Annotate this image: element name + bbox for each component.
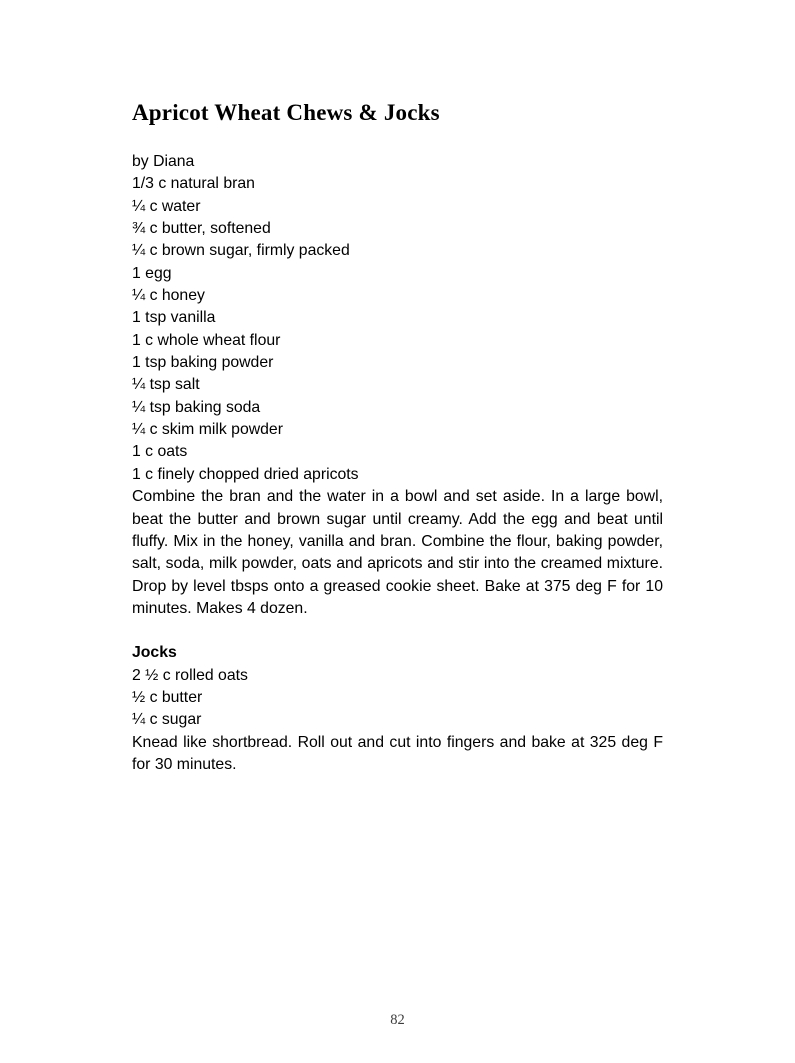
ingredient-list <box>132 173 663 486</box>
ingredient-line: 1 c oats <box>132 443 188 461</box>
ingredient-line: 1 egg <box>132 264 172 282</box>
page-number: 82 <box>390 1012 405 1028</box>
recipe-byline: by Diana <box>132 153 195 170</box>
ingredient-line: 2 ½ c rolled oats <box>132 666 248 684</box>
ingredient-line: ¼ tsp baking soda <box>132 398 261 416</box>
ingredient-line: ¼ c sugar <box>132 711 202 729</box>
recipe-content <box>132 0 663 776</box>
ingredient-line: ¼ c brown sugar, firmly packed <box>132 242 350 260</box>
ingredient-line: ½ c butter <box>132 688 203 706</box>
ingredient-line: ¼ c skim milk powder <box>132 421 283 439</box>
sub-ingredient-list <box>132 665 663 732</box>
recipe-body <box>132 151 663 776</box>
recipe-title: Apricot Wheat Chews & Jocks <box>132 100 440 125</box>
ingredient-line: ¼ c honey <box>132 287 205 305</box>
sub-recipe-instructions: Knead like shortbread. Roll out and cut into fingers and bake at 325 deg F for 30 minutes. <box>132 733 663 773</box>
ingredient-line: ¾ c butter, softened <box>132 220 271 238</box>
ingredient-line: 1 c finely chopped dried apricots <box>132 465 359 483</box>
ingredient-line: 1 c whole wheat flour <box>132 331 281 349</box>
ingredient-line: 1 tsp baking powder <box>132 354 274 372</box>
ingredient-line: ¼ tsp salt <box>132 376 200 394</box>
ingredient-line: ¼ c water <box>132 197 201 215</box>
sub-recipe-heading: Jocks <box>132 644 177 662</box>
ingredient-line: 1/3 c natural bran <box>132 175 255 193</box>
recipe-instructions: Combine the bran and the water in a bowl and set aside. In a large bowl, beat the butter and brown sugar until creamy. Add the egg and beat until fluffy. Mix in the honey, vanilla and bran. Combine the flour, baking powder, salt, soda, milk powder, oats and apricots and stir into the creamed mixture. Drop by level tbsps onto a greased cookie sheet. Bake at 375 deg F for 10 minutes. Makes 4 dozen. <box>132 488 663 617</box>
ingredient-line: 1 tsp vanilla <box>132 309 216 327</box>
